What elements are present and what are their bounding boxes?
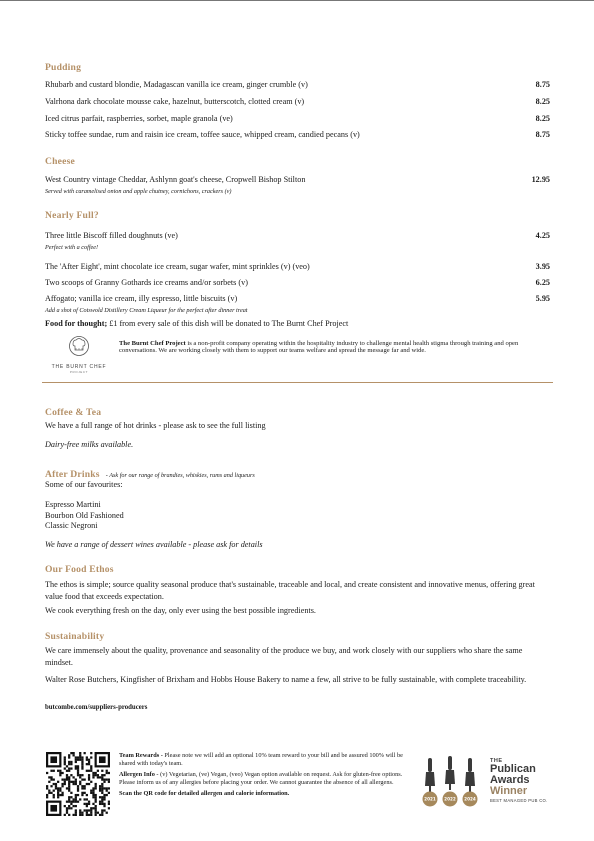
menu-item bbox=[45, 175, 550, 185]
after-drinks-heading: After Drinks bbox=[45, 469, 100, 480]
after-drinks-subnote: - Ask for our range of brandies, whiskies, rums and liqueurs bbox=[105, 472, 255, 479]
food-for-thought-label: Food for thought; bbox=[45, 319, 108, 328]
item-note: Add a shot of Cotswold Distillery Cream Liqueur for the perfect after dinner treat bbox=[45, 307, 248, 314]
allergen-label: Allergen Info - bbox=[119, 771, 161, 778]
publican-awards-badge bbox=[420, 752, 555, 812]
item-name: Valrhona dark chocolate mousse cake, hazelnut, butterscotch, clotted cream (v) bbox=[45, 97, 305, 106]
menu-item bbox=[45, 130, 550, 140]
menu-item bbox=[45, 231, 550, 241]
item-price: 5.95 bbox=[535, 294, 550, 303]
burnt-chef-name: The Burnt Chef Project bbox=[119, 340, 186, 347]
item-name: Three little Biscoff filled doughnuts (ve) bbox=[45, 231, 178, 240]
burnt-chef-logo-text: THE BURNT CHEF bbox=[51, 364, 107, 370]
list-item: Bourbon Old Fashioned bbox=[45, 510, 124, 520]
sustainability-p2: Walter Rose Butchers, Kingfisher of Brixham and Hobbs House Bakery to name a few, all strive to be fully sustainable, with complete traceability. bbox=[45, 675, 527, 684]
pudding-heading: Pudding bbox=[45, 62, 82, 73]
list-item: Classic Negroni bbox=[45, 521, 98, 530]
award-line1: Publican bbox=[490, 763, 536, 775]
footer-info bbox=[119, 752, 414, 798]
sustainability-heading: Sustainability bbox=[45, 631, 105, 642]
item-note: Perfect with a coffee! bbox=[45, 244, 99, 251]
item-price: 3.95 bbox=[535, 262, 550, 271]
allergen-text: (v) Vegetarian, (ve) Vegan, (veo) Vegan option available on request. Ask for gluten-free options. Please inform us of any allergies before placing your order. We cannot guarantee the absence of all allergens. bbox=[119, 771, 403, 786]
favourites-list bbox=[45, 500, 124, 532]
sustainability-p1: We care immensely about the quality, provenance and seasonality of the produce we buy, and work closely with our suppliers who share the same mindset. bbox=[45, 646, 523, 667]
after-drinks-intro: Some of our favourites: bbox=[45, 480, 123, 489]
item-name: The 'After Eight', mint chocolate ice cream, sugar wafer, mint sprinkles (v) (veo) bbox=[45, 262, 310, 271]
menu-item bbox=[45, 262, 550, 272]
food-for-thought bbox=[45, 318, 348, 330]
chef-hat-icon bbox=[46, 335, 112, 359]
burnt-chef-text: is a non-profit company operating within the hospitality industry to challenge mental health stigma through training and open conversations. We are working closely with them to support our teams welfare and spread the message far and wide. bbox=[119, 340, 519, 355]
beer-pump-icon bbox=[420, 754, 488, 810]
award-year: 2021 bbox=[424, 796, 436, 802]
team-rewards bbox=[119, 752, 414, 767]
food-for-thought-text: £1 from every sale of this dish will be donated to The Burnt Chef Project bbox=[107, 319, 349, 328]
item-price: 4.25 bbox=[535, 231, 550, 240]
item-name: Rhubarb and custard blondie, Madagascan vanilla ice cream, ginger crumble (v) bbox=[45, 80, 308, 89]
coffee-heading: Coffee & Tea bbox=[45, 407, 102, 418]
award-year: 2024 bbox=[464, 796, 476, 802]
burnt-chef-logo-sub: PROJECT bbox=[69, 370, 89, 374]
item-name: Two scoops of Granny Gothards ice creams and/or sorbets (v) bbox=[45, 278, 248, 287]
menu-item bbox=[45, 80, 550, 90]
allergen-info bbox=[119, 771, 414, 786]
list-item: Espresso Martini bbox=[45, 500, 101, 509]
item-name: West Country vintage Cheddar, Ashlynn goat's cheese, Cropwell Bishop Stilton bbox=[45, 175, 306, 184]
item-price: 8.25 bbox=[535, 97, 550, 106]
team-rewards-label: Team Rewards - bbox=[119, 752, 165, 759]
coffee-text: We have a full range of hot drinks - please ask to see the full listing bbox=[45, 421, 266, 430]
qr-instructions: Scan the QR code for detailed allergen and calorie information. bbox=[119, 790, 290, 797]
award-line3: Winner bbox=[490, 785, 528, 797]
menu-item bbox=[45, 114, 550, 124]
award-text bbox=[490, 758, 548, 803]
item-name: Iced citrus parfait, raspberries, sorbet, maple granola (ve) bbox=[45, 114, 233, 123]
menu-item bbox=[45, 294, 550, 304]
item-price: 8.75 bbox=[535, 80, 550, 89]
award-the: THE bbox=[490, 758, 503, 764]
item-price: 8.75 bbox=[535, 130, 550, 139]
team-rewards-text: Please note we will add an optional 10% team reward to your bill and be assured 100% will be shared with today's team. bbox=[119, 752, 403, 767]
food-ethos-heading: Our Food Ethos bbox=[45, 564, 114, 575]
cheese-heading: Cheese bbox=[45, 156, 75, 167]
coffee-note: Dairy-free milks available. bbox=[45, 440, 134, 449]
food-ethos-p2: We cook everything fresh on the day, only ever using the best possible ingredients. bbox=[45, 606, 316, 615]
food-ethos-p1: The ethos is simple; source quality seasonal produce that's sustainable, traceable and local, and create consistent and innovative menus, offering great value food that exceeds expectation. bbox=[45, 580, 535, 601]
item-price: 6.25 bbox=[535, 278, 550, 287]
after-drinks-note: We have a range of dessert wines available - please ask for details bbox=[45, 540, 263, 549]
award-line2: Awards bbox=[490, 774, 530, 786]
cheese-note: Served with caramelised onion and apple chutney, cornichons, crackers (v) bbox=[45, 188, 232, 195]
award-year: 2022 bbox=[444, 796, 456, 802]
nearly-full-heading: Nearly Full? bbox=[45, 210, 99, 221]
top-border bbox=[0, 0, 594, 1]
section-divider bbox=[42, 382, 553, 383]
item-price: 12.95 bbox=[531, 175, 550, 184]
burnt-chef-logo bbox=[46, 335, 112, 375]
qr-code[interactable] bbox=[46, 752, 110, 816]
menu-item bbox=[45, 278, 550, 288]
item-name: Affogato; vanilla ice cream, illy espresso, little biscuits (v) bbox=[45, 294, 238, 303]
award-sub: BEST MANAGED PUB CO. bbox=[490, 798, 548, 803]
item-price: 8.25 bbox=[535, 114, 550, 123]
suppliers-link[interactable]: butcombe.com/suppliers-producers bbox=[45, 704, 148, 711]
item-name: Sticky toffee sundae, rum and raisin ice cream, toffee sauce, whipped cream, candied pecans (v) bbox=[45, 130, 360, 139]
menu-item bbox=[45, 97, 550, 107]
qr-code-icon bbox=[46, 752, 110, 816]
burnt-chef-description bbox=[119, 340, 551, 355]
